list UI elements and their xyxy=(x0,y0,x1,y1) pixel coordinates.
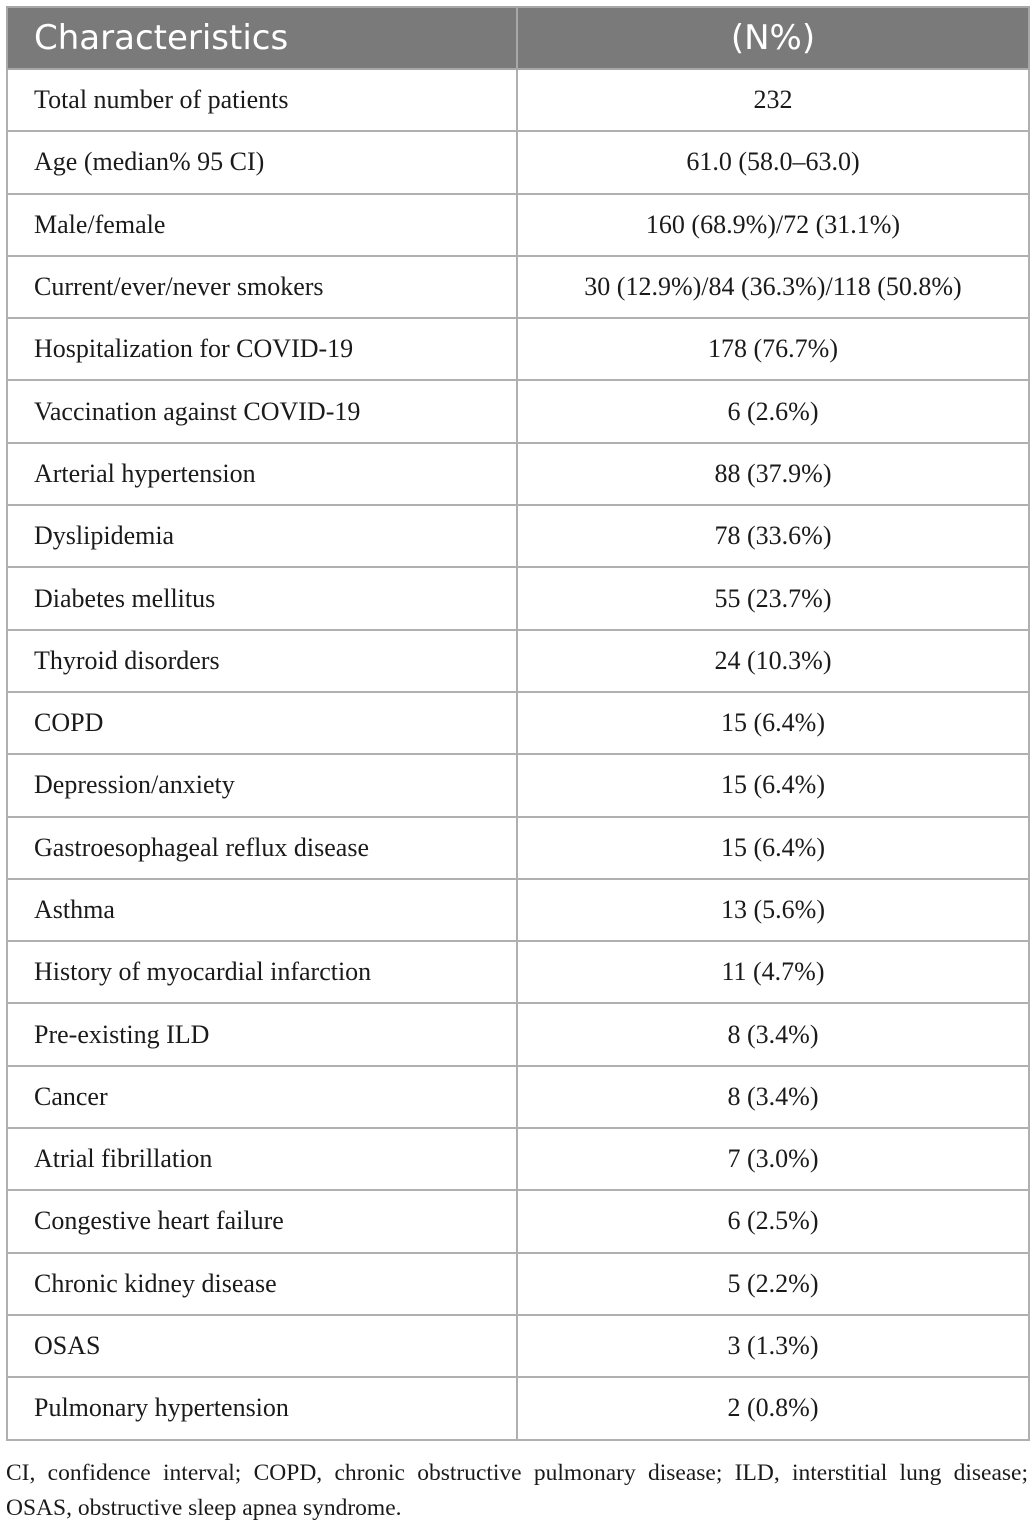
table-row xyxy=(7,505,1029,567)
table-row xyxy=(7,941,1029,1003)
characteristic-value: 2 (0.8%) xyxy=(517,1377,1029,1439)
characteristic-label: Atrial fibrillation xyxy=(7,1128,517,1190)
characteristic-label: Gastroesophageal reflux disease xyxy=(7,817,517,879)
characteristic-value: 78 (33.6%) xyxy=(517,505,1029,567)
characteristic-value: 8 (3.4%) xyxy=(517,1066,1029,1128)
characteristic-label: Total number of patients xyxy=(7,69,517,131)
characteristic-value: 7 (3.0%) xyxy=(517,1128,1029,1190)
table-row xyxy=(7,1377,1029,1439)
table-row xyxy=(7,1190,1029,1252)
characteristic-label: Dyslipidemia xyxy=(7,505,517,567)
characteristic-label: OSAS xyxy=(7,1315,517,1377)
characteristic-value: 3 (1.3%) xyxy=(517,1315,1029,1377)
table-row xyxy=(7,318,1029,380)
table-row xyxy=(7,630,1029,692)
table-row xyxy=(7,69,1029,131)
table-row xyxy=(7,879,1029,941)
characteristic-label: Male/female xyxy=(7,194,517,256)
table-row xyxy=(7,194,1029,256)
characteristic-label: COPD xyxy=(7,692,517,754)
characteristic-value: 6 (2.6%) xyxy=(517,380,1029,442)
header-n-percent: (N%) xyxy=(517,7,1029,69)
table-row xyxy=(7,1315,1029,1377)
table-row xyxy=(7,1253,1029,1315)
characteristic-value: 13 (5.6%) xyxy=(517,879,1029,941)
characteristics-table-container xyxy=(6,6,1028,1441)
characteristic-value: 178 (76.7%) xyxy=(517,318,1029,380)
characteristic-label: Current/ever/never smokers xyxy=(7,256,517,318)
characteristic-value: 15 (6.4%) xyxy=(517,754,1029,816)
characteristic-value: 160 (68.9%)/72 (31.1%) xyxy=(517,194,1029,256)
characteristic-label: Depression/anxiety xyxy=(7,754,517,816)
characteristic-label: Cancer xyxy=(7,1066,517,1128)
characteristic-value: 24 (10.3%) xyxy=(517,630,1029,692)
characteristic-label: Diabetes mellitus xyxy=(7,567,517,629)
characteristic-label: Congestive heart failure xyxy=(7,1190,517,1252)
characteristic-label: Pre-existing ILD xyxy=(7,1003,517,1065)
characteristic-label: Pulmonary hypertension xyxy=(7,1377,517,1439)
table-row xyxy=(7,754,1029,816)
table-row xyxy=(7,1003,1029,1065)
characteristic-value: 88 (37.9%) xyxy=(517,443,1029,505)
table-row xyxy=(7,443,1029,505)
characteristic-value: 232 xyxy=(517,69,1029,131)
characteristic-value: 30 (12.9%)/84 (36.3%)/118 (50.8%) xyxy=(517,256,1029,318)
characteristic-label: Hospitalization for COVID-19 xyxy=(7,318,517,380)
characteristic-value: 11 (4.7%) xyxy=(517,941,1029,1003)
table-row xyxy=(7,692,1029,754)
characteristic-value: 6 (2.5%) xyxy=(517,1190,1029,1252)
characteristics-table xyxy=(6,6,1030,1441)
table-row xyxy=(7,1066,1029,1128)
characteristic-value: 61.0 (58.0–63.0) xyxy=(517,131,1029,193)
characteristic-label: Vaccination against COVID-19 xyxy=(7,380,517,442)
table-row xyxy=(7,817,1029,879)
characteristic-value: 8 (3.4%) xyxy=(517,1003,1029,1065)
table-footnote: CI, confidence interval; COPD, chronic obstructive pulmonary disease; ILD, interstitial lung disease; OSAS, obstructive sleep apnea syndrome. xyxy=(6,1460,1028,1521)
header-row xyxy=(7,7,1029,69)
characteristic-label: Asthma xyxy=(7,879,517,941)
table-row xyxy=(7,380,1029,442)
characteristic-value: 5 (2.2%) xyxy=(517,1253,1029,1315)
characteristic-value: 15 (6.4%) xyxy=(517,692,1029,754)
characteristic-label: History of myocardial infarction xyxy=(7,941,517,1003)
header-characteristics: Characteristics xyxy=(7,7,517,69)
table-header xyxy=(7,7,1029,69)
table-row xyxy=(7,256,1029,318)
characteristic-label: Arterial hypertension xyxy=(7,443,517,505)
characteristic-value: 15 (6.4%) xyxy=(517,817,1029,879)
characteristic-value: 55 (23.7%) xyxy=(517,567,1029,629)
characteristic-label: Age (median% 95 CI) xyxy=(7,131,517,193)
table-row xyxy=(7,131,1029,193)
characteristic-label: Thyroid disorders xyxy=(7,630,517,692)
table-body xyxy=(7,69,1029,1440)
table-row xyxy=(7,567,1029,629)
table-row xyxy=(7,1128,1029,1190)
characteristic-label: Chronic kidney disease xyxy=(7,1253,517,1315)
